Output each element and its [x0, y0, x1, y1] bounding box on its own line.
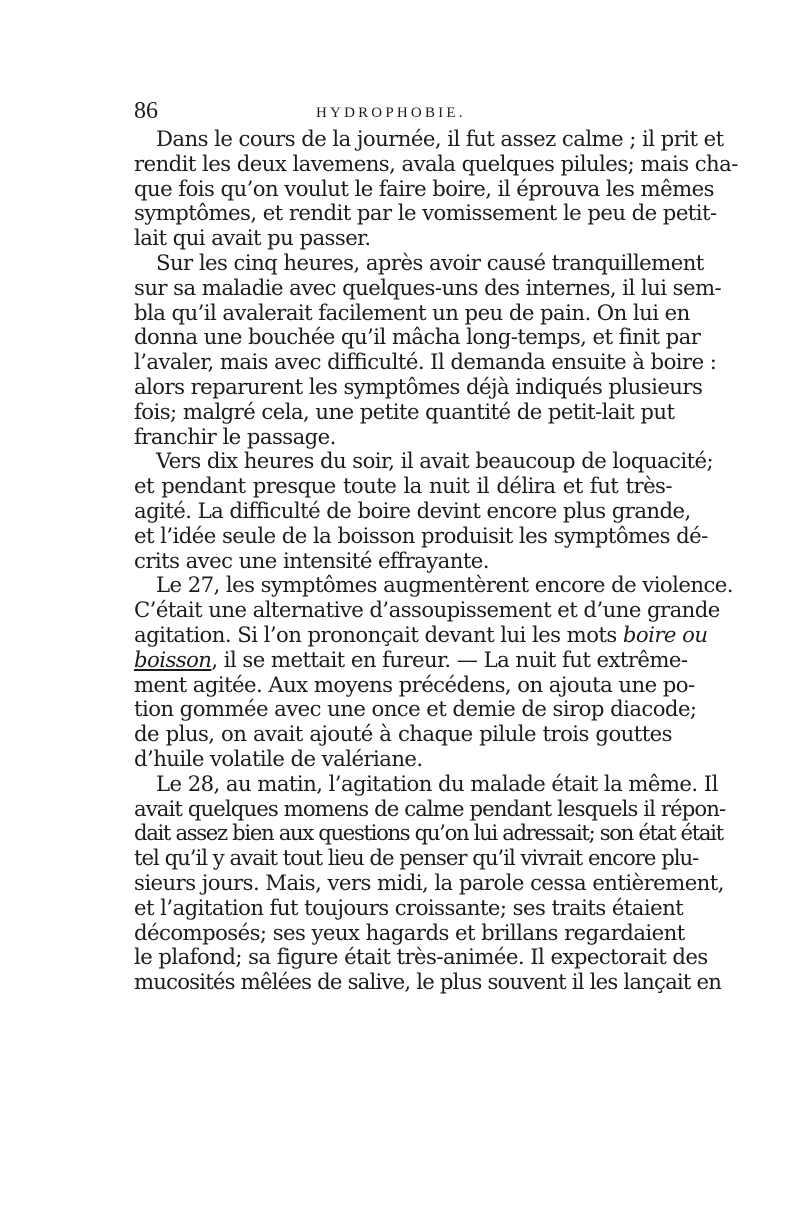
- text-line: que fois qu’on voulut le faire boire, il éprouva les mêmes: [134, 175, 714, 201]
- text-fragment: , il se mettait en fureur. — La nuit fut extrême-: [211, 646, 688, 672]
- text-line: Vers dix heures du soir, il avait beaucoup de loquacité;: [156, 448, 714, 474]
- text-line: alors reparurent les symptômes déjà indiqués plusieurs: [134, 373, 703, 399]
- text-line: crits avec une intensité effrayante.: [134, 547, 489, 573]
- text-fragment: agitation. Si l’on prononçait devant lui les mots: [134, 621, 617, 647]
- text-line: Dans le cours de la journée, il fut assez calme ; il prit et: [156, 126, 724, 151]
- text-line: et pendant presque toute la nuit il délira et fut très-: [134, 473, 672, 499]
- text-line: donna une bouchée qu’il mâcha long-temps, et finit par: [134, 324, 701, 350]
- text-line: Le 28, au matin, l’agitation du malade était la même. Il: [156, 770, 718, 796]
- text-line: l’avaler, mais avec difficulté. Il demanda ensuite à boire :: [134, 349, 717, 375]
- text-line: sieurs jours. Mais, vers midi, la parole cessa entièrement,: [134, 869, 724, 895]
- page-number: 86: [134, 98, 158, 124]
- text-line: symptômes, et rendit par le vomissement le peu de petit-: [134, 200, 717, 226]
- text-line: fois; malgré cela, une petite quantité de petit-lait put: [134, 398, 675, 424]
- text-line: lait qui avait pu passer.: [134, 225, 371, 251]
- page-header: [134, 94, 674, 128]
- text-line: décomposés; ses yeux hagards et brillans regardaient: [134, 919, 685, 945]
- running-title: HYDROPHOBIE.: [316, 105, 466, 121]
- text-line: Sur les cinq heures, après avoir causé tranquillement: [156, 249, 704, 275]
- italic-word-boire: boire: [622, 621, 676, 647]
- text-line: ment agitée. Aux moyens précédens, on ajouta une po-: [134, 671, 695, 697]
- text-line: de plus, on avait ajouté à chaque pilule trois gouttes: [134, 721, 672, 747]
- text-line: Le 27, les symptômes augmentèrent encore de violence.: [156, 572, 733, 598]
- text-line: avait quelques momens de calme pendant lesquels il répon-: [134, 795, 726, 821]
- text-line: agité. La difficulté de boire devint encore plus grande,: [134, 497, 691, 523]
- text-line: et l’agitation fut toujours croissante; ses traits étaient: [134, 894, 684, 920]
- text-line: [134, 621, 708, 648]
- text-line: et l’idée seule de la boisson produisit les symptômes dé-: [134, 522, 708, 548]
- text-line: franchir le passage.: [134, 423, 336, 449]
- text-line: dait assez bien aux questions qu’on lui adressait; son état était: [134, 820, 723, 846]
- body-text: [134, 126, 738, 995]
- text-line: d’huile volatile de valériane.: [134, 745, 423, 771]
- text-line: [134, 646, 688, 673]
- text-line: tion gommée avec une once et demie de sirop diacode;: [134, 696, 697, 722]
- italic-word-boisson: boisson: [134, 646, 212, 672]
- text-line: bla qu’il avalerait facilement un peu de pain. On lui en: [134, 299, 690, 325]
- text-line: le plafond; sa figure était très-animée. Il expectorait des: [134, 944, 708, 970]
- text-line: sur sa maladie avec quelques-uns des internes, il lui sem-: [134, 274, 722, 300]
- italic-word-ou: ou: [682, 621, 708, 647]
- text-line: C’était une alternative d’assoupissement et d’une grande: [134, 597, 720, 623]
- text-line: tel qu’il y avait tout lieu de penser qu’il vivrait encore plu-: [134, 845, 699, 871]
- text-line: mucosités mêlées de salive, le plus souvent il les lançait en: [134, 969, 722, 995]
- text-line: rendit les deux lavemens, avala quelques pilules; mais cha-: [134, 150, 738, 176]
